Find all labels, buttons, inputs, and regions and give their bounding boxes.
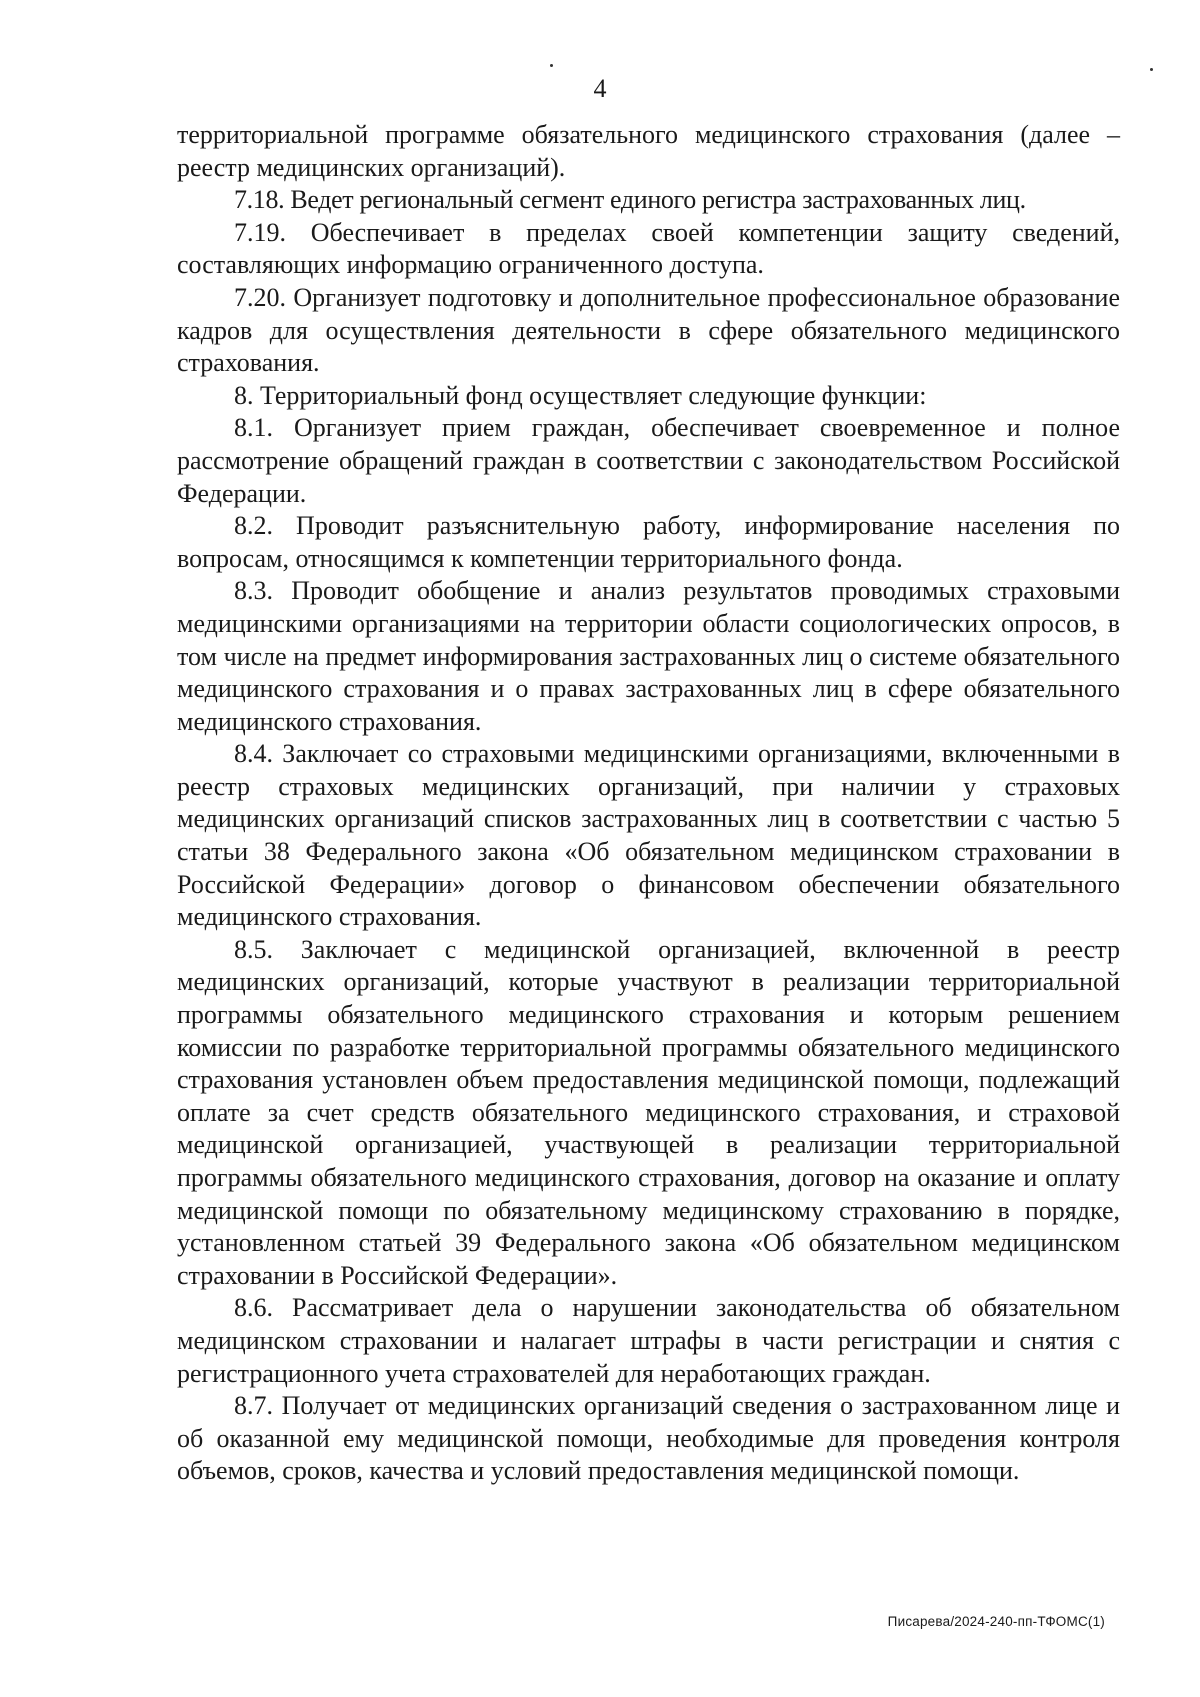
paragraph-8: 8. Территориальный фонд осуществляет следующие функции: xyxy=(234,380,927,410)
paragraph-continuation: территориальной программе обязательного медицинского страхования (далее – реестр медицинских организаций). xyxy=(177,120,1120,182)
scan-speck xyxy=(1150,68,1153,71)
scan-speck xyxy=(550,64,553,67)
paragraph-8-7: 8.7. Получает от медицинских организаций сведения о застрахованном лице и об оказанной ему медицинской помощи, необходимые для проведения контроля объемов, сроков, качества и условий предоставления медицинской помощи. xyxy=(177,1391,1120,1486)
paragraph-8-6: 8.6. Рассматривает дела о нарушении законодательства об обязательном медицинском страховании и налагает штрафы в части регистрации и снятия с регистрационного учета страхователей для неработающих граждан. xyxy=(177,1293,1120,1388)
paragraph-8-2: 8.2. Проводит разъяснительную работу, информирование населения по вопросам, относящимся к компетенции территориального фонда. xyxy=(177,511,1120,573)
paragraph-7-19: 7.19. Обеспечивает в пределах своей компетенции защиту сведений, составляющих информацию ограниченного доступа. xyxy=(177,217,1120,280)
paragraph-7-18: 7.18. Ведет региональный сегмент единого регистра застрахованных лиц. xyxy=(234,185,1026,215)
paragraph-8-1: 8.1. Организует прием граждан, обеспечивает своевременное и полное рассмотрение обращений граждан в соответствии с законодательством Российской Федерации. xyxy=(177,413,1120,508)
document-code: Писарева/2024-240-пп-ТФОМС(1) xyxy=(887,1614,1105,1629)
paragraph-8-5: 8.5. Заключает с медицинской организацией, включенной в реестр медицинских организаций, которые участвуют в реализации территориальной программы обязательного медицинского страхования и которым решением комиссии по разработке территориальной программы обязательного медицинского страхования установлен объем предоставления медицинской помощи, подлежащий оплате за счет средств обязательного медицинского страхования, и страховой медицинской организацией, участвующей в реализации территориальной программы обязательного медицинского страхования, договор на оказание и оплату медицинской помощи по обязательному медицинскому страхованию в порядке, установленном статьей 39 Федерального закона «Об обязательном медицинском страховании в Российской Федерации». xyxy=(177,934,1120,1290)
page-number: 4 xyxy=(593,74,607,103)
document-body xyxy=(177,119,1120,1488)
paragraph-7-20: 7.20. Организует подготовку и дополнительное профессиональное образование кадров для осуществления деятельности в сфере обязательного медицинского страхования. xyxy=(177,282,1120,378)
paragraph-8-3: 8.3. Проводит обобщение и анализ результатов проводимых страховыми медицинскими организациями на территории области социологических опросов, в том числе на предмет информирования застрахованных лиц о системе обязательного медицинского страхования и о правах застрахованных лиц в сфере обязательного медицинского страхования. xyxy=(177,576,1120,736)
paragraph-8-4: 8.4. Заключает со страховыми медицинскими организациями, включенными в реестр страховых медицинских организаций, при наличии у страховых медицинских организаций списков застрахованных лиц в соответствии с частью 5 статьи 38 Федерального закона «Об обязательном медицинском страховании в Российской Федерации» договор о финансовом обеспечении обязательного медицинского страхования. xyxy=(177,739,1120,932)
